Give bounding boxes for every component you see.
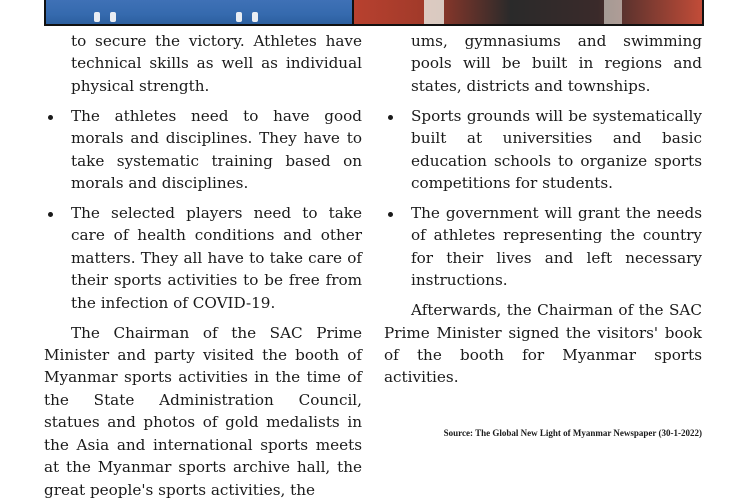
bullet-icon: [388, 212, 393, 217]
source-credit: Source: The Global New Light of Myanmar Newspaper (30-1-2022): [443, 428, 702, 438]
list-item-text: to secure the victory. Athletes have technical skills as well as individual physical strength.: [71, 32, 362, 95]
photo-athletes: [46, 0, 354, 24]
photo-booth-visit: [354, 0, 702, 24]
body-paragraph: The Chairman of the SAC Prime Minister and party visited the booth of Myanmar sports activities in the time of the State Administration Council, statues and photos of gold medalists in the Asia and international sports meets at the Myanmar sports archive hall, the great people's sports activities, the: [44, 323, 362, 499]
list-item: [44, 30, 362, 97]
right-column: [384, 30, 702, 389]
list-item: [384, 202, 702, 292]
list-item-text: The government will grant the needs of athletes representing the country for their lives and left necessary instructions.: [411, 204, 702, 290]
left-bullet-list: [44, 30, 362, 314]
left-column: [44, 30, 362, 501]
list-item: [44, 105, 362, 195]
list-item: [384, 105, 702, 195]
list-item: [384, 30, 702, 97]
list-item: [44, 202, 362, 314]
photo-strip: [44, 0, 704, 26]
list-item-text: ums, gymnasiums and swimming pools will be built in regions and states, districts and townships.: [411, 32, 702, 95]
right-bullet-list: [384, 30, 702, 292]
list-item-text: Sports grounds will be systematically built at universities and basic education schools to organize sports competitions for students.: [411, 106, 702, 193]
list-item-text: The selected players need to take care of health conditions and other matters. They all have to take care of their sports activities to be free from the infection of COVID-19.: [71, 204, 362, 312]
bullet-icon: [48, 115, 53, 120]
bullet-icon: [48, 212, 53, 217]
list-item-text: The athletes need to have good morals and disciplines. They have to take systematic training based on morals and disciplines.: [71, 106, 362, 193]
body-paragraph: Afterwards, the Chairman of the SAC Prime Minister signed the visitors' book of the booth for Myanmar sports activities.: [384, 301, 702, 387]
bullet-icon: [388, 115, 393, 120]
